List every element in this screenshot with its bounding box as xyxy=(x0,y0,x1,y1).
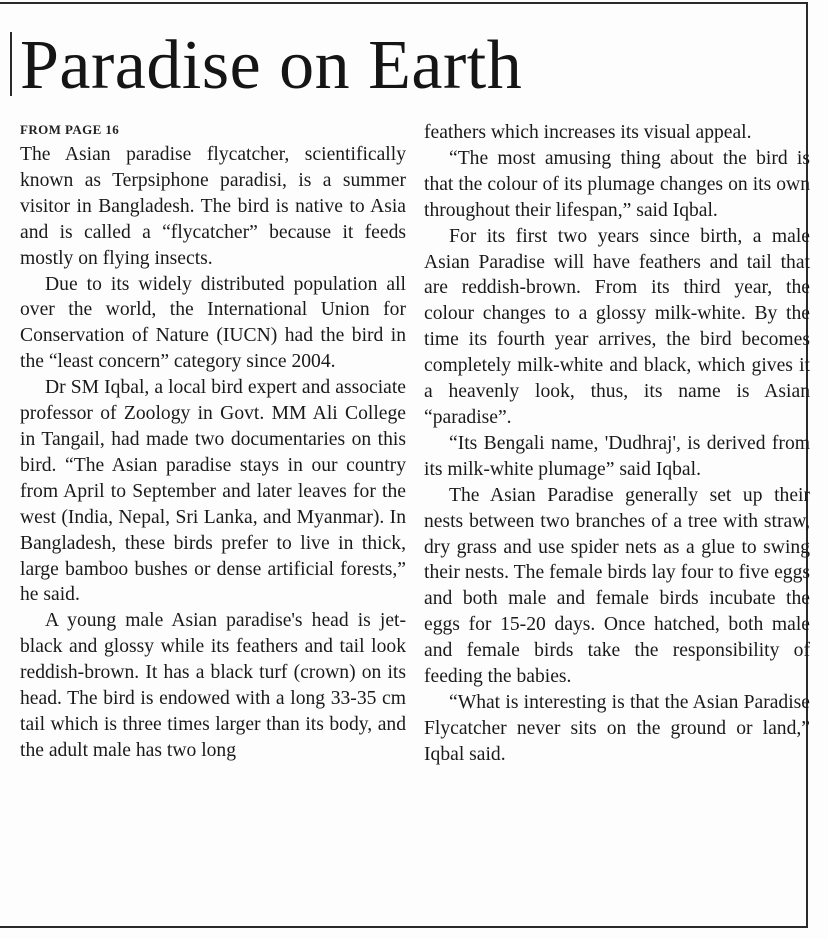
headline-side-rule xyxy=(10,32,12,96)
paragraph: A young male Asian paradise's head is jet-black and glossy while its feathers and tail look reddish-brown. It has a black turf (crown) on its head. The bird is endowed with a long 33-35 cm tail which is three times larger than its body, and the adult male has two long xyxy=(20,610,406,761)
paragraph: “What is interesting is that the Asian Paradise Flycatcher never sits on the ground or land,” Iqbal said. xyxy=(424,691,810,765)
right-column xyxy=(424,120,810,768)
headline: Paradise on Earth xyxy=(20,27,523,104)
paragraph: The Asian Paradise generally set up their nests between two branches of a tree with straw, dry grass and use spider nets as a glue to swing their nests. The female birds lay four to five eggs and both male and female birds incubate the eggs for 15-20 days. Once hatched, both male and female birds take the responsibility of feeding the babies. xyxy=(424,484,810,688)
top-border-rule xyxy=(0,2,806,4)
bottom-border-rule xyxy=(0,926,808,928)
paragraph: “Its Bengali name, 'Dudhraj', is derived from its milk-white plumage” said Iqbal. xyxy=(424,432,810,480)
paragraph: Dr SM Iqbal, a local bird expert and associate professor of Zoology in Govt. MM Ali College in Tangail, had made two documentaries on this bird. “The Asian paradise stays in our country from April to September and later leaves for the west (India, Nepal, Sri Lanka, and Myanmar). In Bangladesh, these birds prefer to live in thick, large bamboo bushes or dense artificial forests,” he said. xyxy=(20,377,406,606)
paragraph: feathers which increases its visual appeal. xyxy=(424,122,752,143)
paragraph: “The most amusing thing about the bird is that the colour of its plumage changes on its own throughout their lifespan,” said Iqbal. xyxy=(424,147,810,221)
continuation-kicker: FROM PAGE 16 xyxy=(20,122,120,137)
paragraph: Due to its widely distributed population all over the world, the International Union for Conservation of Nature (IUCN) had the bird in the “least concern” category since 2004. xyxy=(20,273,406,373)
paragraph: The Asian paradise flycatcher, scientifically known as Terpsiphone paradisi, is a summer visitor in Bangladesh. The bird is native to Asia and is called a “flycatcher” because it feeds mostly on flying insects. xyxy=(20,144,406,269)
paragraph: For its first two years since birth, a male Asian Paradise will have feathers and tail that are reddish-brown. From its third year, the colour changes to a glossy milk-white. By the time its fourth year arrives, the bird becomes completely milk-white and black, which gives it a heavenly look, thus, its name is Asian “paradise”. xyxy=(424,225,810,428)
left-column xyxy=(20,120,406,764)
